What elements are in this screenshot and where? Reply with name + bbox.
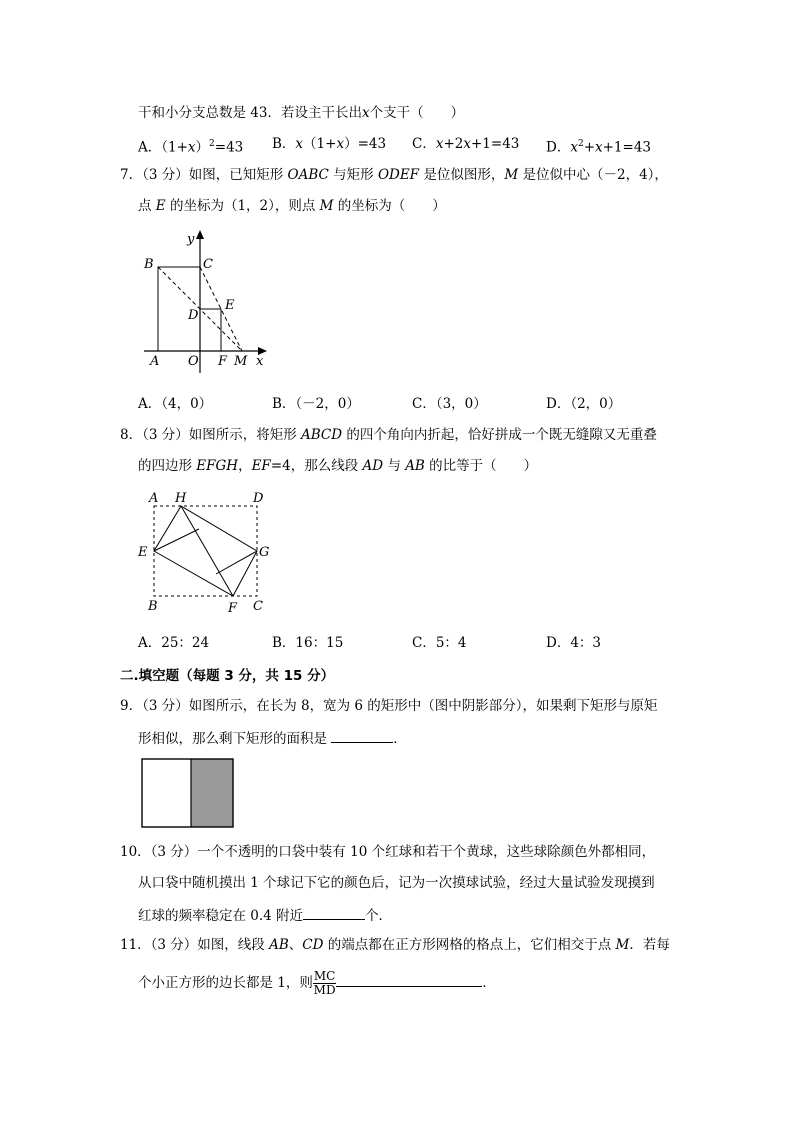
q8-label-f: F <box>228 601 238 616</box>
q11-answer-blank[interactable] <box>336 972 482 987</box>
q7-option-b[interactable]: B．（－2，0） <box>272 396 360 412</box>
q9-stem-line2: 形相似，那么剩下矩形的面积是 ． <box>138 728 407 748</box>
q8-option-b[interactable]: B．16：15 <box>272 635 344 651</box>
q8-stem-line2: 的四边形 EFGH，EF=4，那么线段 AD 与 AB 的比等于（ ） <box>138 458 538 474</box>
q10-stem-line1: 10．（3 分）一个不透明的口袋中装有 10 个红球和若干个黄球，这些球除颜色外都相同， <box>120 844 656 860</box>
q6-option-c[interactable]: C．x+2x+1=43 <box>412 136 520 152</box>
q8-label-b: B <box>148 599 158 614</box>
q8-rect-abcd <box>154 506 257 596</box>
q9-shaded-part <box>191 759 233 827</box>
q7-figure <box>136 228 276 374</box>
q10-answer-blank[interactable] <box>303 905 365 920</box>
q8-label-e: E <box>138 545 148 560</box>
q8-label-h: H <box>175 491 187 506</box>
q8-label-c: C <box>253 599 263 614</box>
q6-stem-line2: 干和小分支总数是 43．若设主干长出x个支干（ ） <box>138 105 465 121</box>
q11-fraction: $\frac{MC}{MD}$ <box>313 969 336 997</box>
q8-stem-line1: 8．（3 分）如图所示，将矩形 ABCD 的四个角向内折起，恰好拼成一个既无缝隙又无重叠 <box>120 427 657 443</box>
q7-label-f: F <box>218 354 228 369</box>
q8-label-a: A <box>149 491 159 506</box>
q7-label-m: M <box>234 354 248 369</box>
q7-label-o: O <box>188 354 199 369</box>
q11-stem-line1: 11．（3 分）如图，线段 AB、CD 的端点都在正方形网格的格点上，它们相交于点 M．若每 <box>120 937 670 953</box>
q7-option-c[interactable]: C．（3，0） <box>412 396 487 412</box>
q8-quad-efgh <box>154 506 257 596</box>
q7-label-d: D <box>188 308 199 323</box>
q8-option-a[interactable]: A．25：24 <box>138 635 210 651</box>
q9-stem-line1: 9．（3 分）如图所示，在长为 8，宽为 6 的矩形中（图中阴影部分），如果剩下矩形与原矩 <box>120 698 658 714</box>
q7-label-b: B <box>144 257 154 272</box>
q7-rect-odef <box>200 309 221 351</box>
q9-figure <box>141 758 235 829</box>
q6-option-b[interactable]: B．x（1+x）=43 <box>272 136 387 152</box>
q7-option-a[interactable]: A．（4，0） <box>138 396 213 412</box>
q7-stem-line1: 7．（3 分）如图，已知矩形 OABC 与矩形 ODEF 是位似图形，M 是位似中心（－2，4）， <box>120 167 668 183</box>
q8-label-d: D <box>253 491 264 506</box>
q9-answer-blank[interactable] <box>331 728 393 743</box>
q8-option-c[interactable]: C．5：4 <box>412 635 467 651</box>
q7-label-a: A <box>150 354 160 369</box>
q8-fold-hf <box>181 506 233 596</box>
q6-option-d[interactable]: D．$x^2+x+1=43$ <box>546 139 652 156</box>
q6-option-a[interactable]: A．$(1+x)^2=43$ <box>138 139 244 156</box>
q7-label-c: C <box>203 257 213 272</box>
q8-option-d[interactable]: D．4：3 <box>546 635 602 651</box>
q7-y-arrow <box>196 230 204 239</box>
q10-stem-line2: 从口袋中随机摸出 1 个球记下它的颜色后，记为一次摸球试验，经过大量试验发现摸到 <box>138 875 655 891</box>
q8-label-g: G <box>259 545 270 560</box>
q7-label-x: x <box>256 354 264 369</box>
section-fill-in-title: 二.填空题（每题 3 分，共 15 分） <box>120 668 335 684</box>
q8-figure <box>136 488 276 616</box>
q7-stem-line2: 点 E 的坐标为（1，2），则点 M 的坐标为（ ） <box>138 198 446 214</box>
q7-label-y: y <box>187 232 195 247</box>
q7-label-e: E <box>225 298 235 313</box>
q10-stem-line3: 红球的频率稳定在 0.4 附近 个． <box>138 905 392 925</box>
q11-stem-line2: 个小正方形的边长都是 1，则 $\frac{MC}{MD}$ ． <box>138 969 496 997</box>
q7-option-d[interactable]: D．（2，0） <box>546 396 622 412</box>
